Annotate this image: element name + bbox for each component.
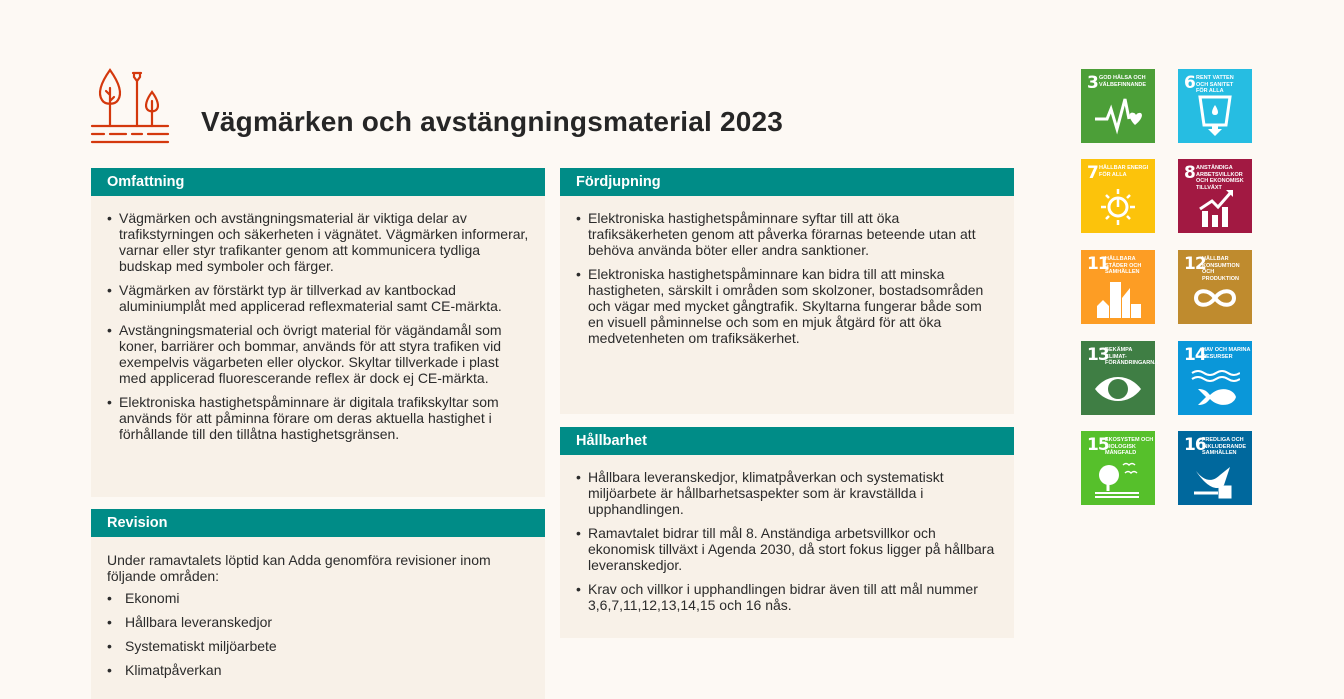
revision-heading: Revision xyxy=(91,509,545,537)
revision-panel xyxy=(91,509,545,699)
list-item: • Elektroniska hastighetspåminnare syftar till att öka trafiksäkerheten genom att påverka förarnas beteende utan att behöva använda böter eller andra sanktioner. xyxy=(576,210,998,258)
sdg-label: HÅLLBAR ENERGI FÖR ALLA xyxy=(1099,165,1149,178)
sdg-tile-13 xyxy=(1081,341,1159,415)
hallbarhet-heading: Hållbarhet xyxy=(560,427,1014,455)
growth-chart-icon xyxy=(1190,185,1240,227)
list-item: • Hållbara leveranskedjor, klimatpåverkan och systematiskt miljöarbete är hållbarhetsaspekter som är kravställda i upphandlingen. xyxy=(576,469,998,517)
list-item: • Avstängningsmaterial och övrigt material för vägändamål som koner, barriärer och bommar, används för att styra trafiken vid exempelvis vägarbeten eller olyckor. Skyltar tillverkade i plast med applicerad fluorescerande reflex är dock ej CE-märkta. xyxy=(107,322,529,386)
dove-gavel-icon xyxy=(1190,457,1240,499)
list-item: • Vägmärken och avstängningsmaterial är viktiga delar av trafikstyrningen och säkerheten i vägnätet. Vägmärken informerar, varnar eller styr trafikanter genom att kommunicera tydliga budskap med symboler och färger. xyxy=(107,210,529,274)
sdg-label: GOD HÄLSA OCH VÄLBEFINNANDE xyxy=(1099,75,1147,88)
infinity-icon xyxy=(1190,276,1240,318)
list-item: • Ramavtalet bidrar till mål 8. Anständiga arbetsvillkor och ekonomisk tillväxt i Agenda 2030, då stort fokus ligger på hållbara leveranskedjor. xyxy=(576,525,998,573)
list-item: • Systematiskt miljöarbete xyxy=(107,638,529,654)
list-item: • Krav och villkor i upphandlingen bidrar även till att mål nummer 3,6,7,11,12,13,14,15 och 16 nås. xyxy=(576,581,998,613)
sdg-tile-7 xyxy=(1081,159,1155,233)
list-item: • Klimatpåverkan xyxy=(107,662,529,678)
sdg-tile-15 xyxy=(1081,431,1155,505)
city-icon xyxy=(1093,276,1143,318)
sdg-number: 15 xyxy=(1087,435,1109,455)
sun-power-icon xyxy=(1093,185,1143,227)
list-item: • Elektroniska hastighetspåminnare är digitala trafikskyltar som används för att påminna förare om deras aktuella hastighet i förhållande till den tillåtna hastighetsgränsen. xyxy=(107,394,529,442)
water-glass-icon xyxy=(1190,95,1240,137)
sdg-tile-14 xyxy=(1178,341,1252,415)
sdg-number: 16 xyxy=(1184,435,1206,455)
sdg-tile-11 xyxy=(1081,250,1155,324)
list-item: • Vägmärken av förstärkt typ är tillverkad av kantbockad aluminiumplåt med applicerad reflexmaterial samt CE-märkta. xyxy=(107,282,529,314)
sdg-label: HAV OCH MARINA RESURSER xyxy=(1202,347,1251,360)
sdg-label: RENT VATTEN OCH SANITET FÖR ALLA xyxy=(1196,75,1234,94)
sdg-number: 11 xyxy=(1087,254,1109,274)
sdg-tile-8 xyxy=(1178,159,1252,233)
sdg-number: 3 xyxy=(1087,73,1098,93)
page-title: Vägmärken och avstängningsmaterial 2023 xyxy=(201,106,784,137)
heartbeat-icon xyxy=(1093,95,1143,137)
fish-icon xyxy=(1190,367,1240,409)
sdg-label: BEKÄMPA KLIMAT-FÖRÄNDRINGARNA xyxy=(1105,347,1159,366)
omfattning-heading: Omfattning xyxy=(91,168,545,196)
sdg-label: EKOSYSTEM OCH BIOLOGISK MÅNGFALD xyxy=(1105,437,1154,456)
sdg-number: 6 xyxy=(1184,73,1195,93)
sdg-label: FREDLIGA OCH INKLUDERANDE SAMHÄLLEN xyxy=(1202,437,1246,456)
sdg-tile-6 xyxy=(1178,69,1252,143)
fordjupning-heading: Fördjupning xyxy=(560,168,1014,196)
road-trees-logo-icon xyxy=(90,68,170,150)
list-item: • Elektroniska hastighetspåminnare kan bidra till att minska hastigheten, särskilt i områden som skolzoner, bostadsområden och vägar med mycket gångtrafik. Skyltarna fungerar både som en visuell påminnelse och som en mjuk åtgärd för att öka medvetenheten om trafiksäkerhet. xyxy=(576,266,998,346)
sdg-label: HÅLLBARA STÄDER OCH SAMHÄLLEN xyxy=(1105,256,1142,275)
omfattning-panel xyxy=(91,168,545,497)
sdg-tile-3 xyxy=(1081,69,1155,143)
sdg-number: 14 xyxy=(1184,345,1206,365)
sdg-label: ANSTÄNDIGA ARBETSVILLKOR OCH EKONOMISK TILLVÄXT xyxy=(1196,165,1244,191)
sdg-number: 13 xyxy=(1087,345,1109,365)
sdg-number: 12 xyxy=(1184,254,1206,274)
eye-globe-icon xyxy=(1093,367,1143,409)
sdg-tile-12 xyxy=(1178,250,1252,324)
hallbarhet-panel xyxy=(560,427,1014,638)
revision-intro: Under ramavtalets löptid kan Adda genomföra revisioner inom följande områden: xyxy=(107,552,491,584)
sdg-number: 7 xyxy=(1087,163,1098,183)
list-item: • Ekonomi xyxy=(107,590,529,606)
list-item: • Hållbara leveranskedjor xyxy=(107,614,529,630)
tree-birds-icon xyxy=(1093,457,1143,499)
sdg-number: 8 xyxy=(1184,163,1195,183)
sdg-tile-16 xyxy=(1178,431,1252,505)
fordjupning-panel xyxy=(560,168,1014,414)
sdg-label: HÅLLBAR KONSUMTION OCH PRODUKTION xyxy=(1202,256,1240,282)
